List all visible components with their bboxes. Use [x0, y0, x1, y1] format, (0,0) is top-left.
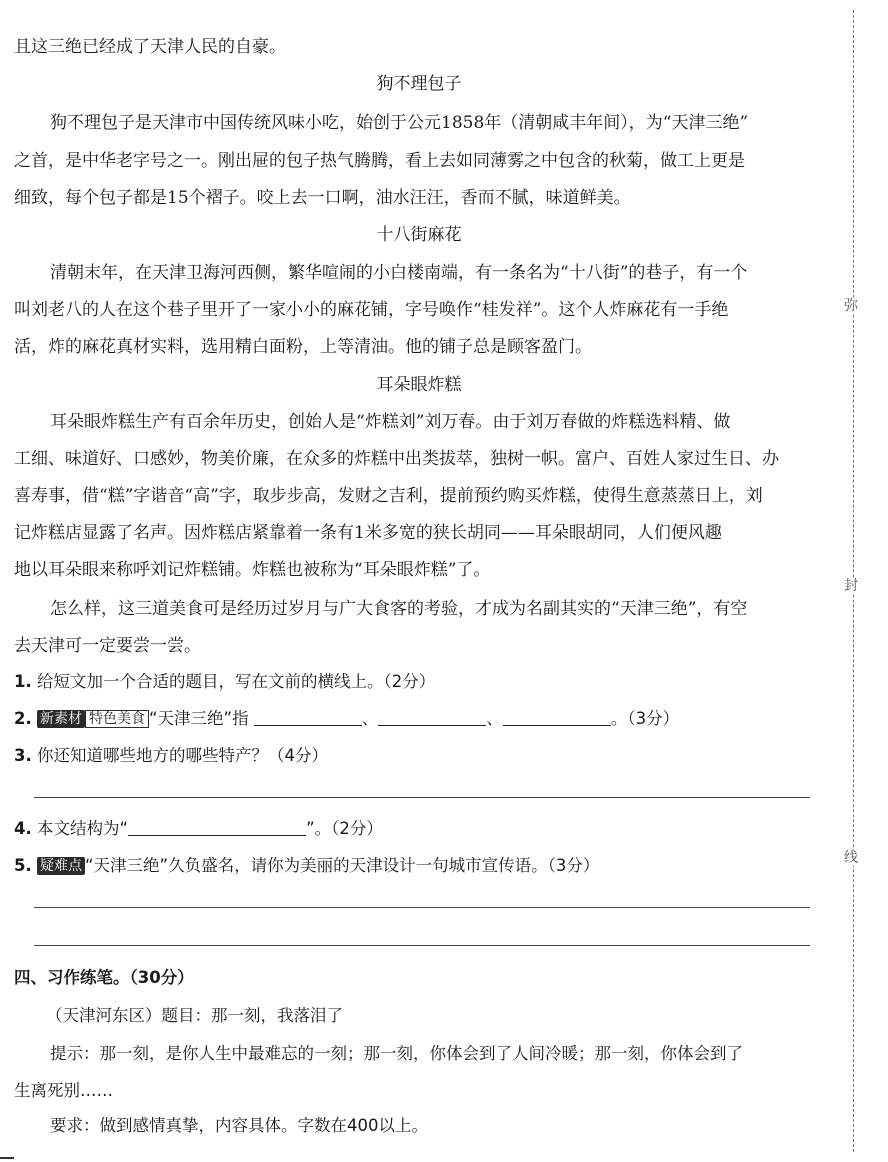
passage-line: 地以耳朵眼来称呼刘记炸糕铺。炸糕也被称为“耳朵眼炸糕”了。: [14, 560, 491, 580]
question-text: ”。（2分）: [306, 819, 383, 838]
passage-line: 活，炸的麻花真材实料，选用精白面粉，上等清油。他的铺子总是顾客盈门。: [14, 337, 592, 357]
answer-blank[interactable]: [503, 709, 611, 726]
binding-char: 弥: [844, 298, 858, 314]
requirement-line: 要求：做到感情真挚，内容具体。字数在400以上。: [50, 1116, 428, 1135]
question-1: [14, 668, 824, 692]
question-number: 3.: [14, 746, 32, 765]
answer-blank[interactable]: [378, 709, 486, 726]
separator: 、: [486, 709, 503, 728]
binding-char: 封: [844, 578, 858, 594]
composition-prompt: （天津河东区）题目：那一刻，我落泪了: [46, 1006, 343, 1025]
question-text: 。（3分）: [610, 709, 680, 728]
question-text: 你还知道哪些地方的哪些特产？（4分）: [37, 746, 328, 765]
section-title-goubuli: 狗不理包子: [376, 74, 462, 94]
passage-line: 喜寿事，借“糕”字谐音“高”字，取步步高，发财之吉利，提前预约购买炸糕，使得生意蒸蒸日上，刘: [14, 486, 763, 506]
separator: 、: [361, 709, 379, 728]
question-5: [14, 852, 824, 876]
hint-line: 生离死别……: [14, 1081, 113, 1100]
special-food-badge: 特色美食: [85, 710, 149, 728]
answer-line[interactable]: [34, 797, 810, 798]
passage-line: 去天津可一定要尝一尝。: [14, 636, 201, 656]
question-number: 5.: [14, 856, 32, 875]
answer-blank[interactable]: [128, 819, 306, 836]
difficult-point-badge: 疑难点: [37, 857, 85, 875]
answer-blank[interactable]: [254, 709, 362, 726]
question-number: 2.: [14, 709, 32, 728]
new-material-badge: 新素材: [37, 710, 85, 728]
question-2: [14, 705, 824, 729]
hint-line: 提示：那一刻，是你人生中最难忘的一刻；那一刻，你体会到了人间冷暖；那一刻，你体会到了: [50, 1044, 743, 1063]
question-text: 本文结构为“: [37, 819, 129, 838]
question-text: 给短文加一个合适的题目，写在文前的横线上。（2分）: [37, 672, 436, 691]
question-4: [14, 815, 824, 839]
passage-line: 怎么样，这三道美食可是经历过岁月与广大食客的考验，才成为名副其实的“天津三绝”，有空: [50, 599, 748, 619]
passage-line: 狗不理包子是天津市中国传统风味小吃，始创于公元1858年（清朝咸丰年间），为“天津三绝”: [50, 113, 749, 133]
section-heading: 四、习作练笔。（30分）: [14, 968, 194, 987]
question-3: [14, 742, 824, 766]
passage-line: 且这三绝已经成了天津人民的自豪。: [14, 37, 286, 57]
passage-line: 之首，是中华老字号之一。刚出屉的包子热气腾腾，看上去如同薄雾之中包含的秋菊，做工上更是: [14, 151, 745, 171]
answer-line[interactable]: [34, 945, 810, 946]
passage-line: 叫刘老八的人在这个巷子里开了一家小小的麻花铺，字号唤作“桂发祥”。这个人炸麻花有一手绝: [14, 300, 729, 320]
question-number: 1.: [14, 672, 32, 691]
section-title-zhagao: 耳朵眼炸糕: [376, 375, 462, 395]
section-title-mahua: 十八街麻花: [376, 225, 462, 245]
passage-line: 细致，每个包子都是15个褶子。咬上去一口啊，油水汪汪，香而不腻，味道鲜美。: [14, 188, 631, 208]
passage-line: 记炸糕店显露了名声。因炸糕店紧靠着一条有1米多宽的狭长胡同——耳朵眼胡同，人们便风趣: [14, 523, 722, 543]
question-text: “天津三绝”久负盛名，请你为美丽的天津设计一句城市宣传语。（3分）: [85, 856, 600, 875]
passage-line: 清朝末年，在天津卫海河西侧，繁华喧闹的小白楼南端，有一条名为“十八街”的巷子，有一个: [50, 263, 748, 283]
question-text: “天津三绝”指: [149, 709, 249, 728]
question-number: 4.: [14, 819, 32, 838]
passage-line: 耳朵眼炸糕生产有百余年历史，创始人是“炸糕刘”刘万春。由于刘万春做的炸糕选料精、做: [50, 412, 731, 432]
binding-char: 线: [844, 850, 858, 866]
answer-line[interactable]: [34, 907, 810, 908]
passage-line: 工细、味道好、口感妙，物美价廉，在众多的炸糕中出类拔萃，独树一帜。富户、百姓人家过生日、办: [14, 449, 779, 469]
page-edge-mark: [0, 1157, 14, 1159]
